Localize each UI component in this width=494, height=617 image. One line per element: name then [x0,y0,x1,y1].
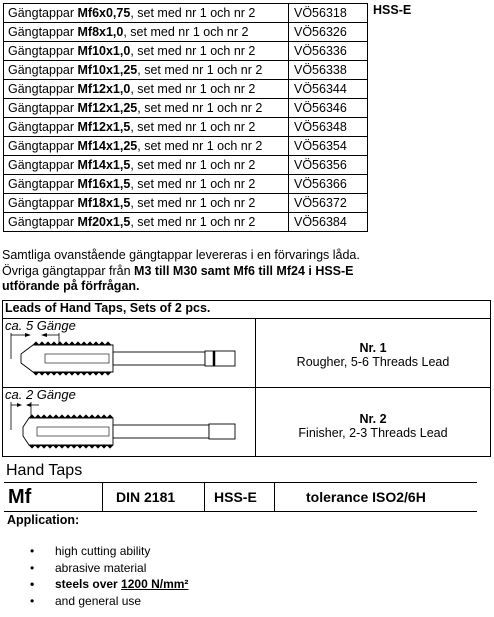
lead-desc-2: Nr. 2 Finisher, 2-3 Threads Lead [298,412,448,440]
tap-2-illustration [3,388,256,457]
leads-title: Leads of Hand Taps, Sets of 2 pcs. [5,301,211,315]
notice-line-1: Samtliga ovanstående gängtappar levereras i en förvarings låda. [2,248,360,262]
type-mf: Mf [8,486,32,508]
application-list [0,543,188,609]
table-row [4,42,368,61]
lead-row-1 [3,318,490,387]
product-description: Gängtappar Mf16x1,5, set med nr 1 och nr 2 [4,175,289,194]
tolerance: tolerance ISO2/6H [306,489,426,505]
table-row [4,175,368,194]
product-code: VÖ56366 [289,175,368,194]
product-code: VÖ56318 [289,4,368,23]
table-row [4,213,368,232]
product-table [3,3,368,232]
product-code: VÖ56326 [289,23,368,42]
spec-bar [4,482,477,512]
product-description: Gängtappar Mf10x1,0, set med nr 1 och nr 2 [4,42,289,61]
product-code: VÖ56372 [289,194,368,213]
product-description: Gängtappar Mf12x1,5, set med nr 1 och nr 2 [4,118,289,137]
product-code: VÖ56384 [289,213,368,232]
table-row [4,80,368,99]
product-description: Gängtappar Mf14x1,5, set med nr 1 och nr 2 [4,156,289,175]
leads-box [2,300,491,457]
notice-line-3: utförande på förfrågan. [2,279,140,293]
product-description: Gängtappar Mf8x1,0, set med nr 1 och nr 2 [4,23,289,42]
material: HSS-E [214,489,257,505]
table-row [4,118,368,137]
thread-count-label: ca. 2 Gänge [5,387,76,402]
product-description: Gängtappar Mf12x1,0, set med nr 1 och nr 2 [4,80,289,99]
tap-drawing-2 [3,388,256,457]
list-item: • high cutting ability [0,543,188,560]
product-description: Gängtappar Mf18x1,5, set med nr 1 och nr 2 [4,194,289,213]
table-row [4,23,368,42]
product-code: VÖ56346 [289,99,368,118]
application-title: Application: [7,513,80,527]
list-item: • and general use [0,593,188,610]
table-row [4,4,368,23]
product-description: Gängtappar Mf14x1,25, set med nr 1 och nr 2 [4,137,289,156]
tap-drawing-1 [3,319,256,387]
product-code: VÖ56356 [289,156,368,175]
standard: DIN 2181 [116,489,176,505]
material-label: HSS-E [373,3,412,17]
lead-desc-1: Nr. 1 Rougher, 5-6 Threads Lead [296,341,450,369]
lead-row-2 [3,387,490,457]
tap-1-illustration [3,319,256,387]
table-row [4,137,368,156]
table-row [4,156,368,175]
hand-taps-title: Hand Taps [6,462,83,479]
product-code: VÖ56348 [289,118,368,137]
table-row [4,61,368,80]
product-code: VÖ56338 [289,61,368,80]
product-description: Gängtappar Mf20x1,5, set med nr 1 och nr 2 [4,213,289,232]
notice-line-2: Övriga gängtappar från M3 till M30 samt Mf6 till Mf24 i HSS-E [2,264,354,278]
product-code: VÖ56336 [289,42,368,61]
list-item: • abrasive material [0,560,188,577]
table-row [4,194,368,213]
table-row [4,99,368,118]
product-code: VÖ56344 [289,80,368,99]
product-description: Gängtappar Mf10x1,25, set med nr 1 och nr 2 [4,61,289,80]
product-description: Gängtappar Mf12x1,25, set med nr 1 och nr 2 [4,99,289,118]
thread-count-label: ca. 5 Gänge [5,318,76,333]
list-item: • steels over 1200 N/mm² [0,576,188,593]
product-code: VÖ56354 [289,137,368,156]
product-description: Gängtappar Mf6x0,75, set med nr 1 och nr 2 [4,4,289,23]
